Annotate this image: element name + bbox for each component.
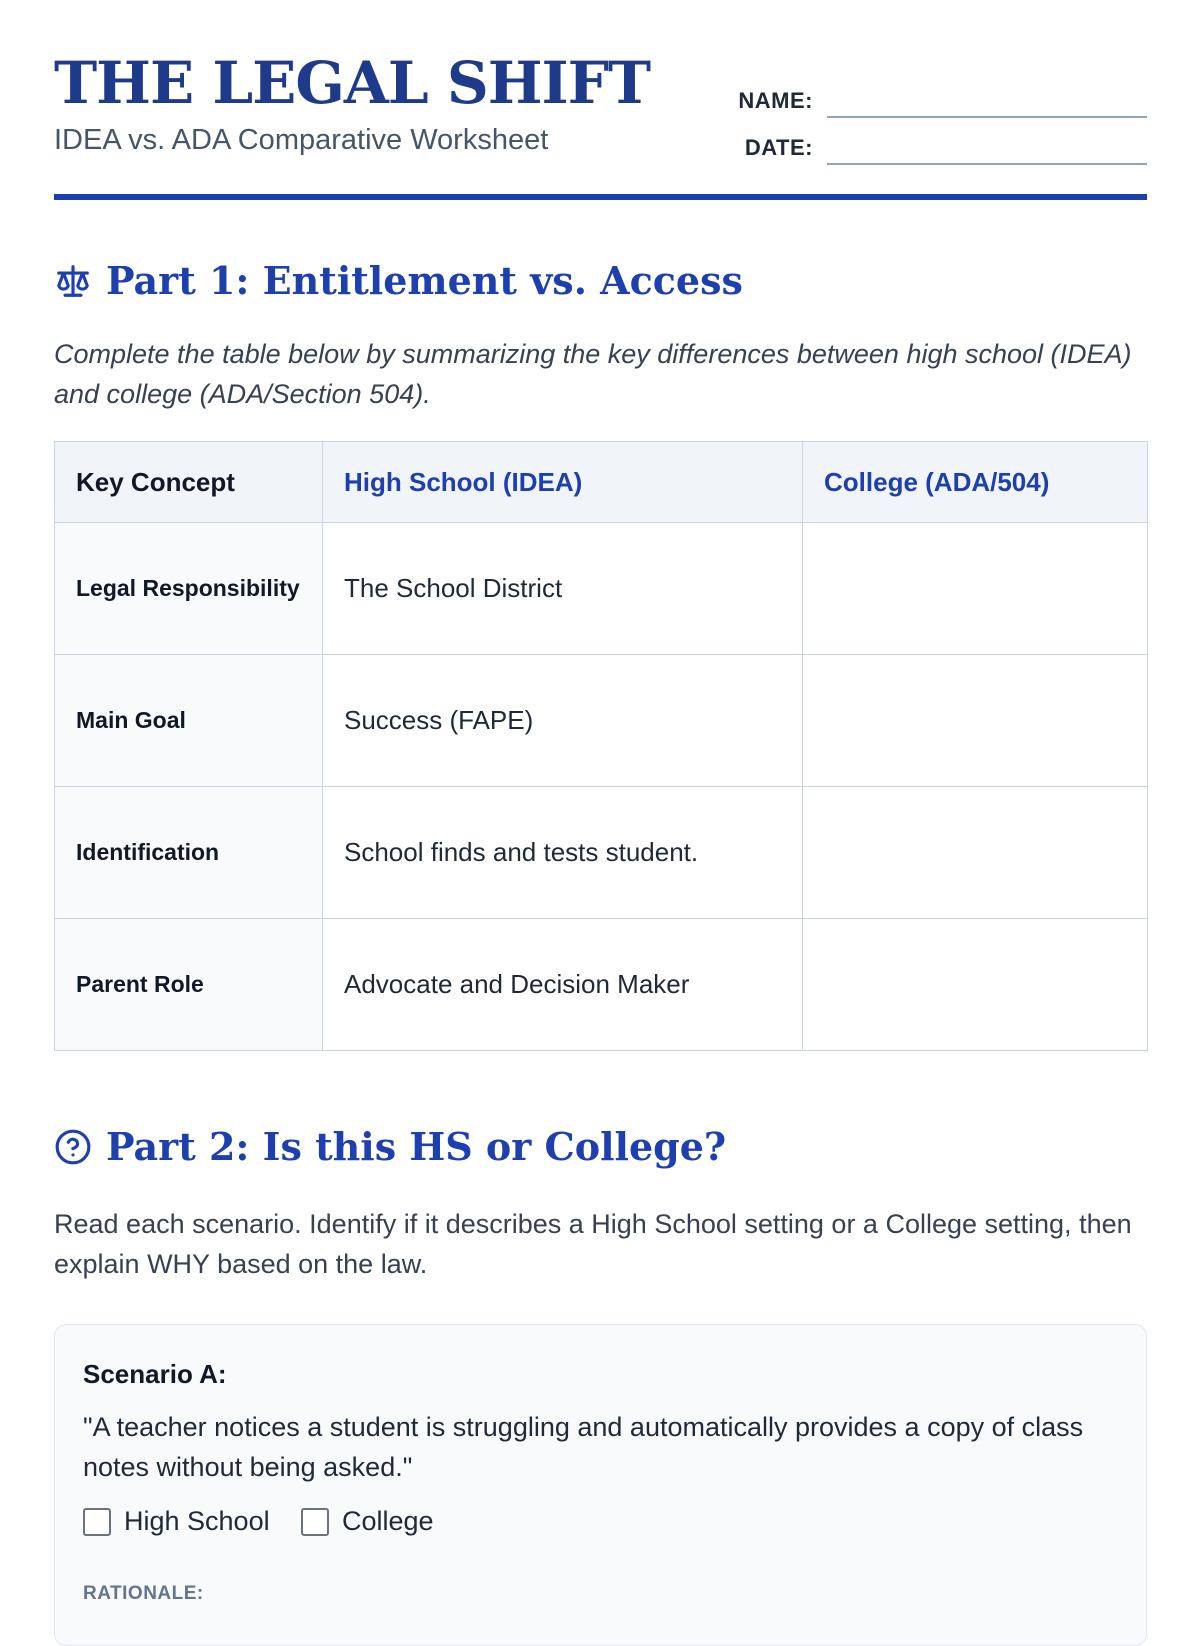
scenario-quote: "A teacher notices a student is struggling and automatically provides a copy of class notes without being asked." <box>83 1412 1084 1482</box>
college-answer-cell[interactable] <box>803 919 1148 1051</box>
concept-cell: Legal Responsibility <box>55 523 323 655</box>
table-header-row <box>55 442 1148 523</box>
name-field[interactable] <box>736 84 1147 120</box>
date-label: DATE: <box>744 135 813 160</box>
college-answer-cell[interactable] <box>803 655 1148 787</box>
column-header-high-school: High School (IDEA) <box>323 442 803 523</box>
part1-heading <box>54 258 743 303</box>
high-school-option[interactable] <box>83 1506 270 1537</box>
table-row <box>55 787 1148 919</box>
college-answer-cell[interactable] <box>803 523 1148 655</box>
concept-cell: Parent Role <box>55 919 323 1051</box>
high-school-cell: Advocate and Decision Maker <box>323 919 803 1051</box>
column-header-college: College (ADA/504) <box>803 442 1148 523</box>
table-row <box>55 655 1148 787</box>
part1-title: Part 1: Entitlement vs. Access <box>106 258 743 303</box>
scale-icon <box>54 262 92 300</box>
part2-heading <box>54 1124 726 1169</box>
name-label: NAME: <box>738 88 813 113</box>
question-circle-icon <box>54 1128 92 1166</box>
college-answer-cell[interactable] <box>803 787 1148 919</box>
worksheet-title: THE LEGAL SHIFT <box>54 49 651 117</box>
worksheet-subtitle: IDEA vs. ADA Comparative Worksheet <box>54 124 549 156</box>
concept-cell: Main Goal <box>55 655 323 787</box>
name-line[interactable] <box>827 116 1147 118</box>
worksheet-page <box>54 0 1147 1604</box>
table-row <box>55 919 1148 1051</box>
high-school-cell: School finds and tests student. <box>323 787 803 919</box>
part2-instructions: Read each scenario. Identify if it describes a High School setting or a College setting, then explain WHY based on the law. <box>54 1209 1132 1279</box>
college-option[interactable] <box>301 1506 434 1537</box>
high-school-cell: The School District <box>323 523 803 655</box>
date-line[interactable] <box>827 163 1147 165</box>
high-school-cell: Success (FAPE) <box>323 655 803 787</box>
concept-cell: Identification <box>55 787 323 919</box>
column-header-key-concept: Key Concept <box>55 442 323 523</box>
college-option-label: College <box>342 1506 434 1536</box>
college-checkbox[interactable] <box>301 1508 329 1536</box>
header-divider <box>54 194 1147 200</box>
high-school-checkbox[interactable] <box>83 1508 111 1536</box>
part1-instructions: Complete the table below by summarizing the key differences between high school (IDEA) and college (ADA/Section 504). <box>54 339 1132 409</box>
table-row <box>55 523 1148 655</box>
worksheet-header <box>54 0 1147 200</box>
part2-title: Part 2: Is this HS or College? <box>106 1124 727 1169</box>
scenario-label: Scenario A: <box>83 1359 227 1389</box>
high-school-option-label: High School <box>124 1506 270 1536</box>
comparison-table <box>54 441 1148 1051</box>
date-field[interactable] <box>736 131 1147 167</box>
rationale-label: RATIONALE: <box>83 1583 204 1604</box>
scenario-card <box>54 1324 1147 1646</box>
